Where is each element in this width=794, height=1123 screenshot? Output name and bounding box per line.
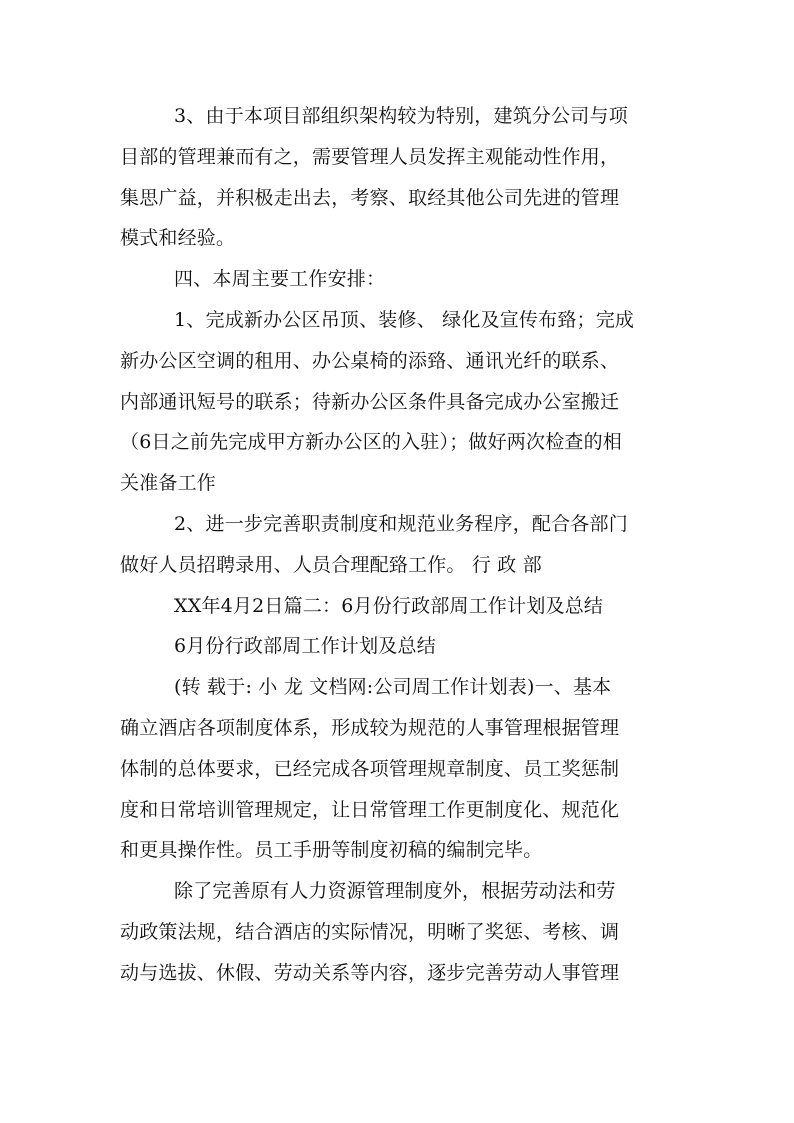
text-line: 确立酒店各项制度体系，形成较为规范的人事管理根据管理: [120, 716, 620, 739]
text-line: 四、本周主要工作安排：: [174, 268, 386, 291]
text-line: 和更具操作性。员工手册等制度初稿的编制完毕。: [120, 839, 543, 862]
text-line: 除了完善原有人力资源管理制度外，根据劳动法和劳: [174, 880, 616, 903]
text-line: 3、由于本项目部组织架构较为特别，建筑分公司与项: [174, 105, 628, 127]
text-line: （6日之前先完成甲方新办公区的入驻）；做好两次检查的相: [120, 431, 622, 454]
text-line: 目部的管理兼而有之，需要管理人员发挥主观能动性作用，: [120, 145, 620, 168]
text-line: 度和日常培训管理规定，让日常管理工作更制度化、规范化: [120, 798, 620, 821]
text-line: 模式和经验。: [120, 227, 236, 250]
text-line: 6月份行政部周工作计划及总结: [174, 635, 436, 658]
text-line: 集思广益，并积极走出去，考察、取经其他公司先进的管理: [120, 186, 620, 209]
text-line: 2、进一步完善职责制度和规范业务程序，配合各部门: [174, 512, 628, 535]
text-line: (转 载于: 小 龙 文档网:公司周工作计划表)一、基本: [174, 676, 612, 699]
document-body: [120, 96, 680, 994]
text-line: 内部通讯短号的联系；待新办公区条件具备完成办公室搬迁: [120, 390, 620, 413]
text-line: 1、完成新办公区吊顶、装修、 绿化及宣传布臵；完成: [174, 308, 635, 331]
text-line: 关准备工作: [120, 472, 217, 495]
text-line: XX年4月2日篇二：6月份行政部周工作计划及总结: [174, 594, 604, 617]
text-line: 新办公区空调的租用、办公桌椅的添臵、通讯光纤的联系、: [120, 349, 620, 372]
text-line: 做好人员招聘录用、人员合理配臵工作。 行 政 部: [120, 553, 542, 576]
text-line: 体制的总体要求，已经完成各项管理规章制度、员工奖惩制: [120, 757, 620, 780]
text-line: 动政策法规，结合酒店的实际情况，明晰了奖惩、考核、调: [120, 920, 620, 943]
text-line: 动与选拔、休假、劳动关系等内容，逐步完善劳动人事管理: [120, 961, 620, 984]
